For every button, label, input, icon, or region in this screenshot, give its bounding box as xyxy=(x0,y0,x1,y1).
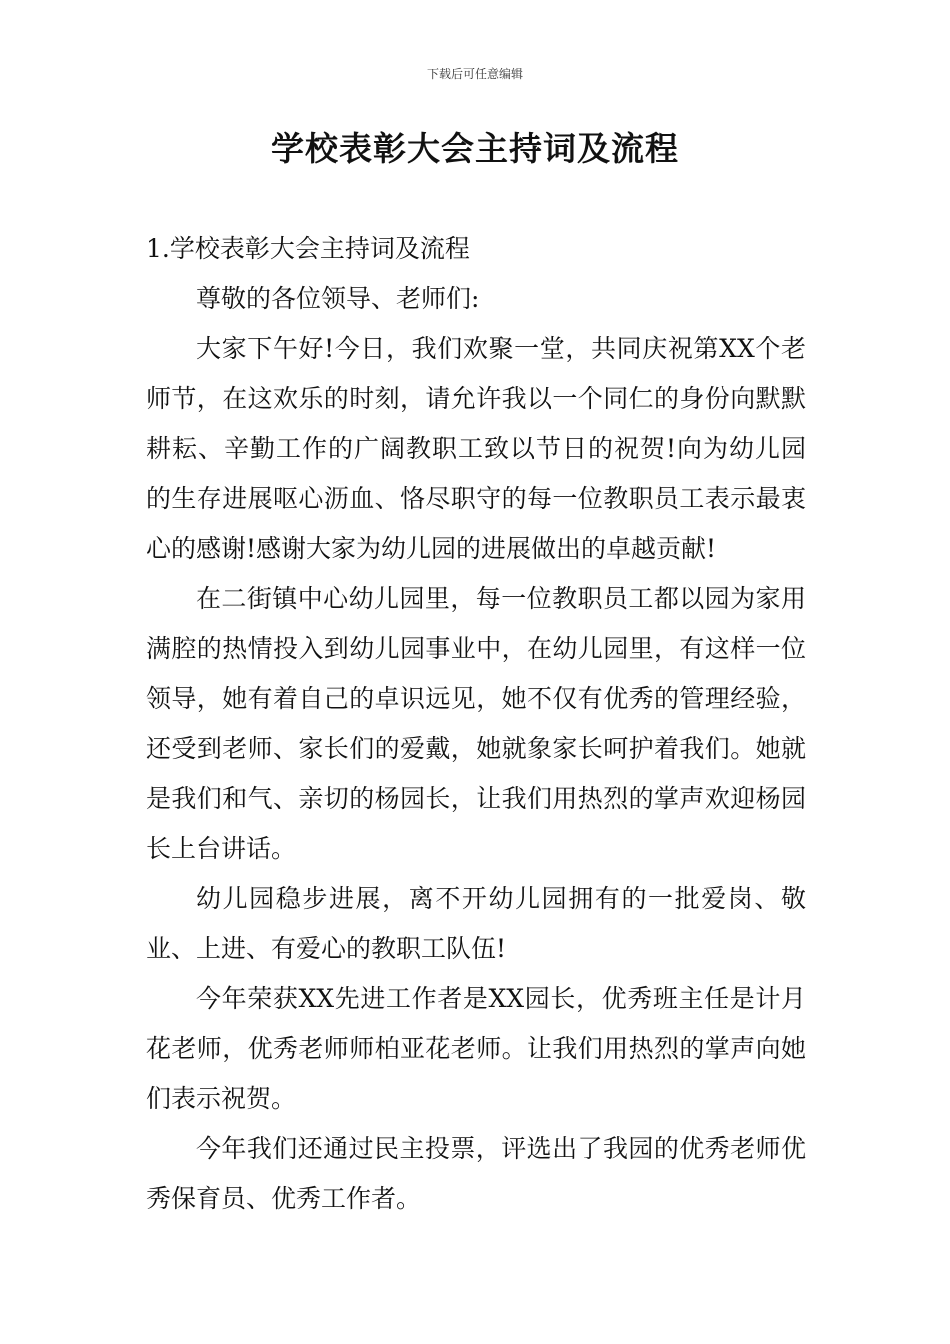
section-heading: 1.学校表彰大会主持词及流程 xyxy=(146,234,470,263)
document-title: 学校表彰大会主持词及流程 xyxy=(271,129,679,168)
header-note: 下载后可任意编辑 xyxy=(426,67,523,81)
paragraph-opening: 大家下午好!今日，我们欢聚一堂，共同庆祝第XX个老师节，在这欢乐的时刻，请允许我以一个同仁的身份向默默耕耘、辛勤工作的广阔教职工致以节日的祝贺!向为幼儿园的生存进展呕心沥血、恪尽职守的每一位教职员工表示最衷心的感谢!感谢大家为幼儿园的进展做出的卓越贡献! xyxy=(146,334,806,563)
document-body xyxy=(146,224,806,1224)
paragraph-principal-intro: 在二街镇中心幼儿园里，每一位教职员工都以园为家用满腔的热情投入到幼儿园事业中，在幼儿园里，有这样一位领导，她有着自己的卓识远见，她不仅有优秀的管理经验，还受到老师、家长们的爱戴，她就象家长呵护着我们。她就是我们和气、亲切的杨园长，让我们用热烈的掌声欢迎杨园长上台讲话。 xyxy=(146,584,806,863)
paragraph-vote-results: 今年我们还通过民主投票，评选出了我园的优秀老师优秀保育员、优秀工作者。 xyxy=(146,1134,806,1213)
paragraph-greeting: 尊敬的各位领导、老师们: xyxy=(196,284,480,313)
paragraph-awards: 今年荣获XX先进工作者是XX园长，优秀班主任是计月花老师，优秀老师师柏亚花老师。让我们用热烈的掌声向她们表示祝贺。 xyxy=(146,984,806,1113)
paragraph-staff-team: 幼儿园稳步进展，离不开幼儿园拥有的一批爱岗、敬业、上进、有爱心的教职工队伍! xyxy=(146,884,806,963)
